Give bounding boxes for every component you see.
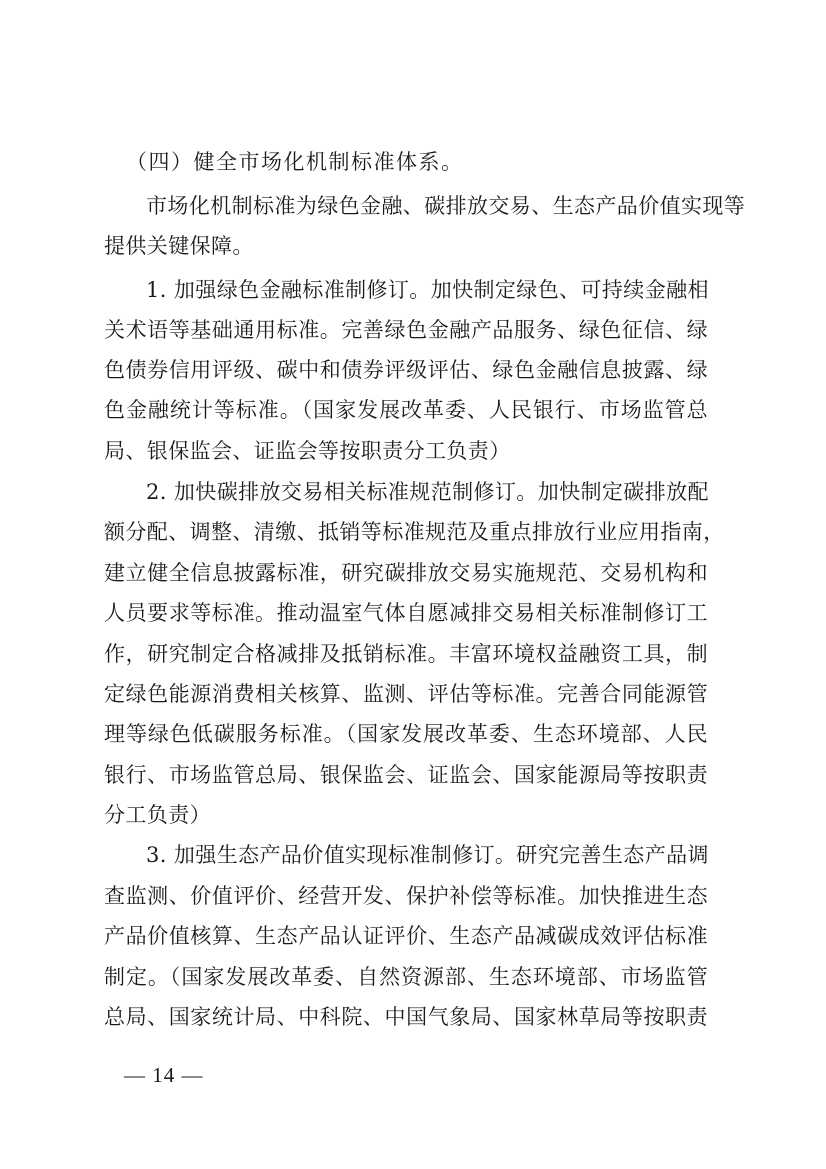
item-3-line: 产品价值核算、生态产品认证评价、生态产品减碳成效评估标准 <box>104 924 708 948</box>
item-3-line: 3. 加强生态产品价值实现标准制修订。研究完善生态产品调 <box>146 843 709 867</box>
item-2-line: 银行、市场监管总局、银保监会、证监会、国家能源局等按职责 <box>104 763 708 787</box>
item-1-line: 1. 加强绿色金融标准制修订。加快制定绿色、可持续金融相 <box>146 278 709 302</box>
item-2-line: 作，研究制定合格减排及抵销标准。丰富环境权益融资工具，制 <box>104 642 708 666</box>
section-heading: （四）健全市场化机制标准体系。 <box>126 150 464 174</box>
item-2-line: 额分配、调整、清缴、抵销等标准规范及重点排放行业应用指南， <box>104 520 725 544</box>
page-number: — 14 — <box>124 1063 204 1087</box>
item-2-line: 理等绿色低碳服务标准。（国家发展改革委、生态环境部、人民 <box>104 722 708 746</box>
item-2-line: 人员要求等标准。推动温室气体自愿减排交易相关标准制修订工 <box>104 601 708 625</box>
item-2-line: 分工负责） <box>104 803 211 827</box>
item-1-line: 局、银保监会、证监会等按职责分工负责） <box>104 439 511 463</box>
item-1-line: 色金融统计等标准。（国家发展改革委、人民银行、市场监管总 <box>104 398 708 422</box>
item-2-line: 2. 加快碳排放交易相关标准规范制修订。加快制定碳排放配 <box>146 480 709 504</box>
item-2-line: 建立健全信息披露标准，研究碳排放交易实施规范、交易机构和 <box>104 561 708 585</box>
item-2-line: 定绿色能源消费相关核算、监测、评估等标准。完善合同能源管 <box>104 682 708 706</box>
item-3-line: 查监测、价值评价、经营开发、保护补偿等标准。加快推进生态 <box>104 884 708 908</box>
intro-line: 市场化机制标准为绿色金融、碳排放交易、生态产品价值实现等 <box>146 194 746 218</box>
item-1-line: 色债券信用评级、碳中和债券评级评估、绿色金融信息披露、绿 <box>104 358 708 382</box>
item-3-line: 总局、国家统计局、中科院、中国气象局、国家林草局等按职责 <box>104 1005 708 1029</box>
item-1-line: 关术语等基础通用标准。完善绿色金融产品服务、绿色征信、绿 <box>104 318 708 342</box>
intro-line: 提供关键保障。 <box>104 234 254 258</box>
item-3-line: 制定。（国家发展改革委、自然资源部、生态环境部、市场监管 <box>104 965 708 989</box>
